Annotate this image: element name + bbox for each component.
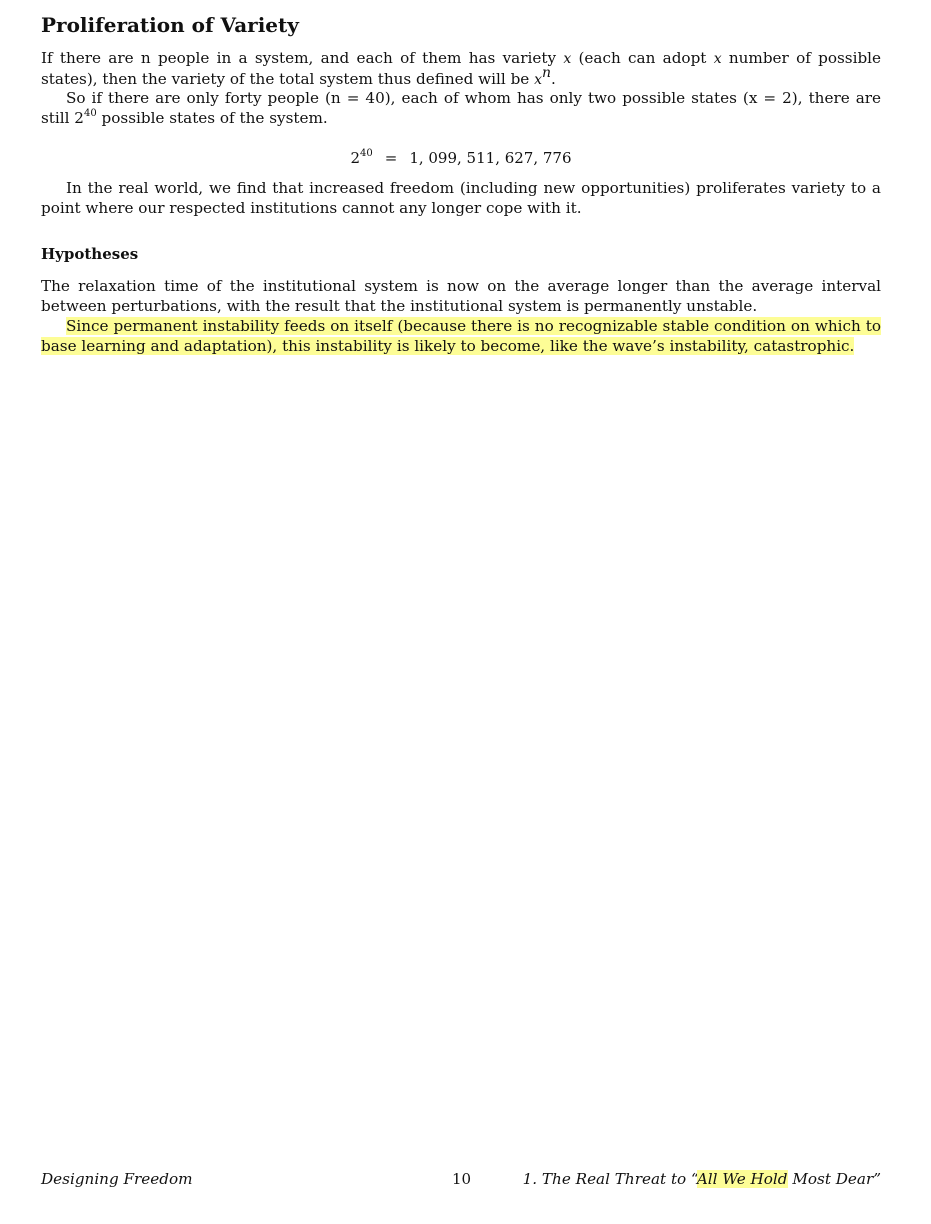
math-exponent-n: n — [542, 65, 552, 81]
footer-page-number: 10 — [452, 1170, 472, 1188]
text-run: possible states of the system. — [96, 109, 328, 127]
text-run: (each can adopt — [571, 49, 714, 67]
paragraph-real-world: In the real world, we find that increased freedom (including new opportunities) proliferates variety to a point where our respected institutions cannot any longer cope with it. — [41, 179, 881, 217]
equation-result: 1, 099, 511, 627, 776 — [409, 149, 572, 167]
equation-base: 2 — [350, 149, 360, 167]
math-variable-x: x — [563, 51, 572, 67]
footer-chapter-title — [523, 1170, 881, 1188]
math-variable-x: x — [713, 51, 722, 67]
math-exponent: 40 — [83, 108, 97, 119]
hypotheses-heading: Hypotheses — [41, 245, 139, 263]
paragraph-variety-definition — [41, 48, 881, 90]
paragraph-relaxation-time: The relaxation time of the institutional system is now on the average longer than the average interval between perturbations, with the result that the institutional system is permanently unstable. — [41, 277, 881, 315]
text-run: number of possible states), then the variety of the total system thus defined will be — [41, 49, 882, 88]
equation-exponent: 40 — [360, 148, 373, 159]
equation-display — [41, 147, 881, 169]
text-run: . — [551, 70, 556, 88]
equation-operator: = — [384, 149, 398, 167]
math-variable-x: x — [534, 72, 543, 88]
highlight-span: All We Hold — [696, 1170, 788, 1188]
paragraph-forty-people — [41, 88, 881, 128]
paragraph-instability-highlighted — [41, 316, 881, 356]
highlight-span: Since permanent instability feeds on itself (because there is no recognizable stable condition on which to base learning and adaptation), this instability is likely to become, like the wave’s instability, catastrophic. — [41, 317, 881, 355]
text-run: So if there are only forty people (n = 40), each of whom has only two possible states (x = 2), there are still 2 — [41, 89, 881, 127]
section-title: Proliferation of Variety — [41, 13, 299, 37]
text-run: 1. The Real Threat to “ — [522, 1170, 697, 1188]
footer-book-title: Designing Freedom — [41, 1170, 193, 1188]
text-run: If there are n people in a system, and each of them has variety — [41, 49, 564, 67]
text-run: Most Dear” — [787, 1170, 881, 1188]
page-footer — [41, 1170, 881, 1192]
